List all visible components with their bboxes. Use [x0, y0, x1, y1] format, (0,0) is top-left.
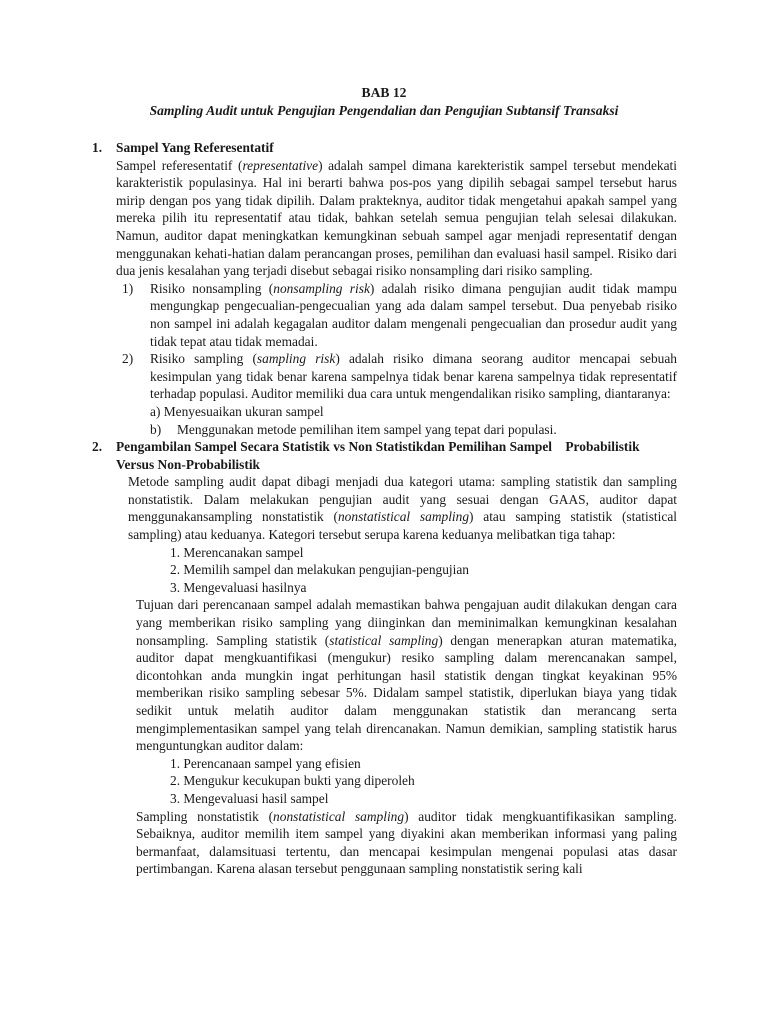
- text-run: ) adalah risiko dimana seorang auditor mencapai sebuah kesimpulan yang tidak benar karena sampelnya tidak benar karena sampelnya tidak representatif terhadap populasi. Auditor memiliki dua cara untuk mengendalikan risiko sampling, diantaranya:: [150, 351, 678, 402]
- section-2-paragraph-3: [92, 808, 677, 878]
- text-run: Risiko sampling (: [150, 351, 257, 367]
- control-method-b: [150, 421, 677, 439]
- section-2-title-line-2: Versus Non-Probabilistik: [116, 456, 260, 472]
- list-item: 2. Memilih sampel dan melakukan pengujian-pengujian: [170, 562, 469, 578]
- section-2-paragraph-2: [92, 596, 677, 754]
- section-1: [92, 139, 677, 438]
- text-run: ) auditor tidak mengkuantifikasikan sampling. Sebaiknya, auditor memilih item sampel yang diyakini akan memberikan informasi yang paling bermanfaat, dalamsituasi tertentu, dan mencapai kesimpulan mengenai populasi atas dasar pertimbangan. Karena alasan tersebut penggunaan sampling nonstatistik sering kali: [136, 808, 677, 877]
- section-1-paragraph: [92, 157, 677, 280]
- risk-item-sampling: [122, 350, 677, 438]
- list-item: 1. Merencanakan sampel: [170, 544, 304, 560]
- italic-term: nonstatistical sampling: [273, 808, 405, 824]
- text-run: Risiko nonsampling (: [150, 280, 274, 296]
- section-1-number: 1.: [92, 140, 103, 155]
- section-1-heading: [92, 139, 677, 157]
- italic-term: statistical sampling: [329, 632, 439, 648]
- text-run: ) dengan menerapkan aturan matematika, auditor dapat mengkuantifikasi (mengukur) resiko sampling dalam merencanakan sampel, dicontohkan anda mungkin ingat perhitungan hasil statistik dengan tingkat keyakinan 95% memberikan risiko sampling sebesar 5%. Didalam sampel statistik, diperlukan biaya yang tidak sedikit untuk melatih auditor dalam menggunakan statistik dan merancang serta mengimplementasikan sampel yang telah direncanakan. Namun demikian, sampling statistik harus menguntungkan auditor dalam:: [136, 632, 678, 754]
- chapter-number: BAB 12: [361, 85, 407, 100]
- control-method-a: a) Menyesuaikan ukuran sampel: [150, 403, 324, 419]
- section-2-heading: [92, 438, 677, 473]
- risk-number: 2): [122, 351, 134, 367]
- text-run: Tujuan dari perencanaan sampel adalah memastikan bahwa pengajuan audit dilakukan dengan cara yang memberikan risiko sampling yang diinginkan dan meminimalkan kemungkinan kesalahan nonsampling. Sampling statistik (: [136, 597, 677, 648]
- chapter-header: [0, 84, 768, 120]
- list-item: 2. Mengukur kecukupan bukti yang diperoleh: [170, 773, 415, 789]
- italic-term: representative: [242, 157, 319, 173]
- italic-term: sampling risk: [256, 351, 336, 367]
- text-run: Sampel referesentatif (: [116, 157, 243, 173]
- control-methods-list: [150, 403, 677, 438]
- control-method-b-letter: b): [150, 421, 162, 437]
- text-run: ) atau samping statistik (statistical sampling) atau keduanya. Kategori tersebut serupa karena keduanya melibatkan tiga tahap:: [128, 509, 677, 543]
- sampling-steps-list: [92, 544, 677, 597]
- list-item: 3. Mengevaluasi hasilnya: [170, 579, 307, 595]
- section-1-title: Sampel Yang Referesentatif: [116, 140, 274, 155]
- italic-term: nonsampling risk: [273, 280, 370, 296]
- risk-text: [150, 350, 677, 403]
- risk-item-nonsampling: [122, 280, 677, 350]
- section-2-number: 2.: [92, 439, 103, 455]
- risk-number: 1): [122, 280, 134, 296]
- control-method-b-text: Menggunakan metode pemilihan item sampel yang tepat dari populasi.: [177, 421, 557, 437]
- list-item: 1. Perencanaan sampel yang efisien: [170, 755, 361, 771]
- text-run: Sampling nonstatistik (: [136, 808, 274, 824]
- italic-term: nonstatistical sampling: [337, 509, 470, 525]
- text-run: ) adalah sampel dimana karekteristik sampel tersebut mendekati karakteristik populasinya. Hal ini berarti bahwa pos-pos yang dipilih sebagai sampel tersebut harus mirip dengan pos yang tidak dipilih. Dalam prakteknya, auditor tidak mengetahui apakah sampel yang mereka pilih itu representatif atau tidak, bahkan setelah semua pengujian telah selesai dilakukan. Namun, auditor dapat meningkatkan kemungkinan sebuah sampel agar menjadi representatif dengan menggunakan kehati-hatian dalam perancangan proses, pemilihan dan evaluasi hasil sampel. Risiko dari dua jenis kesalahan yang terjadi disebut sebagai risiko nonsampling dari risiko sampling.: [116, 157, 677, 279]
- text-run: Metode sampling audit dapat dibagi menjadi dua kategori utama: sampling statistik dan sampling nonstatistik. Dalam melakukan pengujian audit yang sesuai dengan GAAS, auditor dapat menggunakansampling nonstatistik (: [128, 474, 677, 525]
- risk-text: [150, 280, 677, 350]
- section-2-paragraph-1: [92, 473, 677, 543]
- text-run: ) adalah risiko dimana pengujian audit tidak mampu mengungkap pengecualian-pengecualian yang ada dalam sampel tersebut. Dua penyebab risiko non sampel ini adalah kegagalan auditor dalam mengenali pengecualian dan prosedur audit yang tidak tepat atau tidak memadai.: [150, 280, 678, 349]
- benefits-list: [92, 755, 677, 808]
- section-2-title-line-1: Pengambilan Sampel Secara Statistik vs Non Statistikdan Pemilihan Sampel Probabilistik: [116, 439, 640, 455]
- chapter-title: Sampling Audit untuk Pengujian Pengendalian dan Pengujian Subtansif Transaksi: [149, 103, 619, 118]
- section-2: [92, 438, 677, 878]
- risk-list: [92, 280, 677, 438]
- document-body: [92, 139, 677, 878]
- list-item: 3. Mengevaluasi hasil sampel: [170, 790, 329, 806]
